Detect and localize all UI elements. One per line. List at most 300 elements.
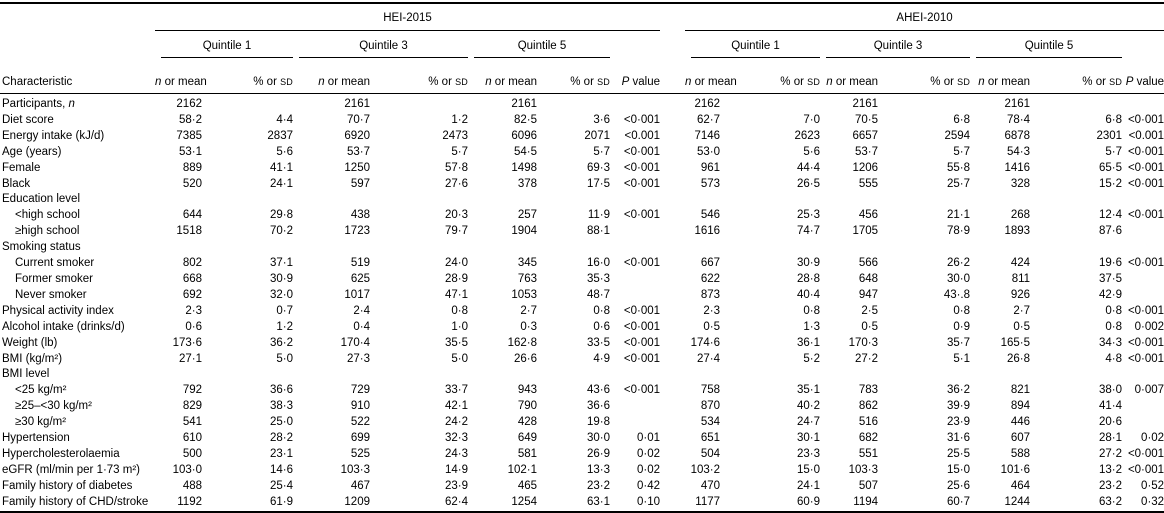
row-label: eGFR (ml/min per 1·73 m²) <box>2 463 141 476</box>
cell-value: 23·3 <box>797 447 821 460</box>
cell-value: 27·2 <box>855 352 879 365</box>
cell-value: 546 <box>700 209 721 222</box>
cell-value: 14·9 <box>444 463 468 476</box>
gap-cell <box>660 463 685 479</box>
cell-value <box>970 240 1030 256</box>
cell-value: 101·6 <box>1000 463 1031 476</box>
cell-value: 28·9 <box>444 272 468 285</box>
cell-value: 0·5 <box>703 320 721 333</box>
row-label: Physical activity index <box>2 304 114 317</box>
empty-cell <box>610 31 660 58</box>
empty-cell <box>0 31 155 58</box>
col-header-pct-or-sd: % or SD <box>537 58 610 94</box>
cell-value: 3·6 <box>593 113 610 126</box>
table-row <box>0 320 1164 336</box>
table-row <box>0 161 1164 177</box>
cell-value: 43·.8 <box>943 288 971 301</box>
cell-value: 1498 <box>511 161 537 174</box>
cell-value: 792 <box>182 384 202 397</box>
cell-value: 28·1 <box>1099 432 1123 445</box>
table-row <box>0 447 1164 463</box>
cell-value: 14·6 <box>269 463 293 476</box>
cell-value: 0·02 <box>637 463 661 476</box>
cell-value: <0·001 <box>623 145 661 158</box>
cell-value <box>293 192 370 208</box>
cell-value: 504 <box>700 447 721 460</box>
cell-value: 26·2 <box>947 257 971 270</box>
cell-value: 802 <box>182 257 202 270</box>
column-header-row <box>0 58 1164 94</box>
cell-value <box>610 272 660 288</box>
cell-value: 790 <box>517 400 537 413</box>
gap-cell <box>660 495 685 512</box>
cell-value: 2837 <box>267 129 293 142</box>
cell-value <box>720 94 820 113</box>
cell-value: 53·0 <box>697 145 721 158</box>
table-row <box>0 304 1164 320</box>
cell-value <box>610 240 660 256</box>
cell-value: 26·8 <box>1007 352 1031 365</box>
cell-value: 525 <box>350 447 370 460</box>
cell-value: 34·3 <box>1099 336 1123 349</box>
row-label: ≥30 kg/m² <box>15 416 67 429</box>
cell-value: 70·2 <box>269 225 293 238</box>
table-row <box>0 224 1164 240</box>
row-label: Hypercholesterolaemia <box>2 447 120 460</box>
cell-value: 54·3 <box>1007 145 1031 158</box>
row-label: Hypertension <box>2 432 70 445</box>
cell-value: 63·2 <box>1099 495 1123 508</box>
cell-value: 0·8 <box>1105 320 1123 333</box>
cell-value: 26·9 <box>586 447 610 460</box>
table-row <box>0 272 1164 288</box>
cell-value: 257 <box>517 209 537 222</box>
quintile-label: Quintile 1 <box>161 40 293 58</box>
cell-value: 63·1 <box>586 495 610 508</box>
cell-value: 2·5 <box>861 304 879 317</box>
cell-value: 24·1 <box>269 177 293 190</box>
table-body <box>0 94 1164 512</box>
cell-value: 7·0 <box>803 113 821 126</box>
cell-value: 6·8 <box>1105 113 1123 126</box>
cell-value: 522 <box>350 416 370 429</box>
cell-value: 15·2 <box>1099 177 1123 190</box>
cell-value <box>537 192 610 208</box>
cell-value: 48·7 <box>586 288 610 301</box>
cell-value: 35·7 <box>947 336 971 349</box>
gap-header <box>660 31 685 58</box>
quintile-header-hei-q3 <box>293 31 468 58</box>
cell-value: 70·7 <box>346 113 370 126</box>
cell-value: 268 <box>1010 209 1031 222</box>
cell-value: 0·8 <box>803 304 821 317</box>
gap-cell <box>660 320 685 336</box>
cell-value: 699 <box>350 432 370 445</box>
cell-value <box>878 240 970 256</box>
cell-value: 79·7 <box>444 225 468 238</box>
col-header-n-or-mean: n or mean <box>155 58 202 94</box>
cell-value: 682 <box>858 432 879 445</box>
cell-value: 40·4 <box>797 288 821 301</box>
cell-value <box>970 192 1030 208</box>
cell-value <box>202 240 293 256</box>
cell-value <box>1030 94 1122 113</box>
cell-value <box>202 192 293 208</box>
table-row <box>0 431 1164 447</box>
cell-value: 41·1 <box>269 161 293 174</box>
section-row <box>0 192 1164 208</box>
cell-value: 2·3 <box>185 304 202 317</box>
col-header-characteristic: Characteristic <box>0 58 155 94</box>
cell-value: 58·2 <box>178 113 202 126</box>
cell-value: 500 <box>182 447 202 460</box>
cell-value: <0·001 <box>1127 257 1164 270</box>
cell-value: 0·8 <box>593 304 610 317</box>
gap-cell <box>660 447 685 463</box>
gap-cell <box>660 431 685 447</box>
cell-value: 2473 <box>442 129 468 142</box>
cell-value: 943 <box>517 384 537 397</box>
row-label: <25 kg/m² <box>15 384 67 397</box>
cell-value: 25·0 <box>269 416 293 429</box>
cell-value: 6096 <box>511 129 537 142</box>
cell-value: 625 <box>350 272 370 285</box>
cell-value: 5·7 <box>1105 145 1123 158</box>
quintile-label: Quintile 3 <box>299 40 468 58</box>
cell-value: 0·01 <box>637 432 661 445</box>
cell-value: 0·8 <box>953 304 971 317</box>
cell-value: <0·001 <box>1127 161 1164 174</box>
cell-value: <0·001 <box>623 384 661 397</box>
cell-value: 551 <box>858 447 879 460</box>
cell-value <box>1122 272 1164 288</box>
cell-value: <0·001 <box>623 304 661 317</box>
cell-value <box>720 367 820 383</box>
empty-cell <box>1122 31 1164 58</box>
cell-value <box>1122 367 1164 383</box>
cell-value: 5·7 <box>953 145 971 158</box>
cell-value: 622 <box>700 272 721 285</box>
cell-value: 40·2 <box>797 400 821 413</box>
cell-value: 65·5 <box>1099 161 1123 174</box>
section-row <box>0 367 1164 383</box>
cell-value: <0·001 <box>1127 352 1164 365</box>
quintile-header-hei-q5 <box>468 31 610 58</box>
cell-value: 5·0 <box>451 352 468 365</box>
cell-value: 26·5 <box>797 177 821 190</box>
cell-value: 32·3 <box>444 432 468 445</box>
cell-value: 1705 <box>852 225 879 238</box>
cell-value: 82·5 <box>513 113 537 126</box>
cell-value: 33·7 <box>444 384 468 397</box>
cell-value <box>610 288 660 304</box>
cell-value <box>293 367 370 383</box>
cell-value: 27·4 <box>697 352 721 365</box>
cell-value: <0·001 <box>1127 113 1164 126</box>
gap-cell <box>660 129 685 145</box>
cell-value: 811 <box>1011 272 1031 285</box>
cell-value <box>1122 399 1164 415</box>
cell-value: <0·001 <box>623 161 661 174</box>
cell-value: 873 <box>700 288 721 301</box>
cell-value: 5·6 <box>276 145 293 158</box>
cell-value: 345 <box>517 257 537 270</box>
cell-value: 6920 <box>344 129 370 142</box>
cell-value: 53·7 <box>855 145 879 158</box>
cell-value: 1904 <box>511 225 537 238</box>
cell-value <box>1122 415 1164 431</box>
cell-value: 1518 <box>176 225 202 238</box>
cell-value: <0.001 <box>624 129 661 142</box>
cell-value: 926 <box>1010 288 1031 301</box>
group-header-row <box>0 3 1164 31</box>
cell-value: 174·6 <box>690 336 721 349</box>
cell-value: 555 <box>858 177 879 190</box>
cell-value: 2162 <box>176 98 202 110</box>
cell-value: 2161 <box>511 98 537 110</box>
table-row <box>0 479 1164 495</box>
cell-value: <0·001 <box>1127 177 1164 190</box>
cell-value: 13·2 <box>1099 463 1123 476</box>
cell-value: 470 <box>700 479 721 492</box>
gap-cell <box>660 352 685 368</box>
table-row <box>0 288 1164 304</box>
cell-value: 6657 <box>852 129 879 142</box>
cell-value: 11·9 <box>587 209 610 222</box>
gap-cell <box>660 367 685 383</box>
cell-value: 60·7 <box>947 495 971 508</box>
cell-value: 12·4 <box>1099 209 1123 222</box>
col-header-p-value: P value <box>1122 58 1164 94</box>
row-label: Energy intake (kJ/d) <box>2 129 105 142</box>
gap-cell <box>660 145 685 161</box>
col-header-n-or-mean: n or mean <box>293 58 370 94</box>
quintile-header-ahei-q5 <box>970 31 1122 58</box>
row-label: Former smoker <box>15 272 93 285</box>
cell-value: 783 <box>858 384 879 397</box>
col-header-pct-or-sd: % or SD <box>720 58 820 94</box>
gap-cell <box>660 208 685 224</box>
cell-value: 467 <box>350 479 370 492</box>
cell-value: 5·7 <box>451 145 468 158</box>
cell-value: 516 <box>858 416 879 429</box>
cell-value: 23·1 <box>269 447 293 460</box>
cell-value <box>370 367 468 383</box>
cell-value: 78·4 <box>1007 113 1031 126</box>
cell-value: 0·8 <box>451 304 468 317</box>
quintile-header-ahei-q3 <box>820 31 970 58</box>
table-row <box>0 208 1164 224</box>
col-header-n-or-mean: n or mean <box>468 58 537 94</box>
cell-value: 424 <box>1010 257 1031 270</box>
cell-value: 103·3 <box>340 463 370 476</box>
cell-value: 2162 <box>694 98 721 110</box>
cell-value: 519 <box>350 257 370 270</box>
cell-value: 541 <box>182 416 202 429</box>
cell-value: 438 <box>350 209 370 222</box>
gap-cell <box>660 288 685 304</box>
table-row <box>0 94 1164 113</box>
cell-value: 57·8 <box>444 161 468 174</box>
cell-value <box>468 192 537 208</box>
cell-value: 597 <box>350 177 370 190</box>
col-header-n-or-mean: n or mean <box>685 58 720 94</box>
cell-value <box>468 240 537 256</box>
cell-value: 30·9 <box>269 272 293 285</box>
section-label: BMI level <box>2 368 50 381</box>
row-label: Age (years) <box>2 145 62 158</box>
gap-cell <box>660 113 685 129</box>
cell-value <box>537 240 610 256</box>
cell-value: 13·3 <box>586 463 610 476</box>
cell-value: 1·2 <box>276 320 293 333</box>
cell-value: <0·001 <box>1127 209 1164 222</box>
cell-value: 2161 <box>344 98 370 110</box>
group-header-ahei2010 <box>685 3 1164 31</box>
cell-value: 446 <box>1010 416 1031 429</box>
cell-value <box>1122 240 1164 256</box>
cell-value: 15·0 <box>947 463 971 476</box>
col-header-p-value: P value <box>610 58 660 94</box>
cell-value: 566 <box>858 257 879 270</box>
quintile-header-hei-q1 <box>155 31 293 58</box>
cell-value: 894 <box>1010 400 1031 413</box>
cell-value: <0·001 <box>1127 304 1164 317</box>
cell-value <box>468 367 537 383</box>
row-label: BMI (kg/m²) <box>2 352 63 365</box>
cell-value: 0·52 <box>1141 479 1164 492</box>
cell-value: 520 <box>182 177 202 190</box>
cell-value: 1244 <box>1004 495 1031 508</box>
gap-cell <box>660 161 685 177</box>
cell-value: 170·4 <box>340 336 370 349</box>
cell-value: 29·8 <box>269 209 293 222</box>
cell-value: 507 <box>858 479 879 492</box>
cell-value: 0·5 <box>1013 320 1031 333</box>
gap-cell <box>660 336 685 352</box>
cell-value: 2161 <box>852 98 879 110</box>
row-label: <high school <box>15 209 80 222</box>
cell-value <box>155 367 202 383</box>
cell-value: 644 <box>182 209 202 222</box>
cell-value: 74·7 <box>797 225 821 238</box>
cell-value: 28·8 <box>797 272 821 285</box>
cell-value: 42·9 <box>1099 288 1123 301</box>
cell-value: 0·10 <box>637 495 661 508</box>
cell-value: 27·2 <box>1099 447 1123 460</box>
quintile-label: Quintile 5 <box>474 40 610 58</box>
cell-value: 25·7 <box>947 177 971 190</box>
section-label: Education level <box>2 193 80 206</box>
cell-value: 0·002 <box>1134 320 1164 333</box>
cell-value <box>1030 367 1122 383</box>
table-row <box>0 383 1164 399</box>
cell-value: 27·1 <box>178 352 202 365</box>
gap-cell <box>660 192 685 208</box>
cell-value: 53·1 <box>178 145 202 158</box>
cell-value <box>685 240 720 256</box>
cell-value <box>685 192 720 208</box>
gap-cell <box>660 224 685 240</box>
cell-value: 53·7 <box>346 145 370 158</box>
gap-cell <box>660 479 685 495</box>
cell-value <box>878 367 970 383</box>
cell-value: 23·9 <box>444 479 468 492</box>
cell-value: 328 <box>1010 177 1031 190</box>
cell-value: 534 <box>700 416 721 429</box>
cell-value: 1177 <box>695 495 721 508</box>
cell-value: 2·3 <box>703 304 721 317</box>
cell-value: <0·001 <box>623 209 661 222</box>
cell-value: 1017 <box>344 288 370 301</box>
cell-value: 910 <box>350 400 370 413</box>
col-header-pct-or-sd: % or SD <box>1030 58 1122 94</box>
quintile-label: Quintile 1 <box>691 40 820 58</box>
cell-value: 0·02 <box>637 447 661 460</box>
cell-value: 668 <box>182 272 202 285</box>
section-row <box>0 240 1164 256</box>
col-header-pct-or-sd: % or SD <box>878 58 970 94</box>
cell-value <box>1122 224 1164 240</box>
cell-value: 15·0 <box>797 463 821 476</box>
col-header-n-or-mean: n or mean <box>970 58 1030 94</box>
cell-value: 35·3 <box>586 272 610 285</box>
cell-value: 35·1 <box>797 384 821 397</box>
cell-value: 0·7 <box>276 304 293 317</box>
cell-value: 39·9 <box>947 400 971 413</box>
table-row <box>0 352 1164 368</box>
cell-value: 36·2 <box>269 336 293 349</box>
cell-value: 24·7 <box>797 416 821 429</box>
cell-value: 1194 <box>853 495 879 508</box>
cell-value <box>155 240 202 256</box>
table-row <box>0 495 1164 512</box>
cell-value: <0·001 <box>623 336 661 349</box>
cell-value: <0·001 <box>1127 447 1164 460</box>
cell-value <box>820 367 878 383</box>
cell-value: 24·0 <box>444 257 468 270</box>
cell-value: 20·6 <box>1099 416 1123 429</box>
cell-value <box>685 367 720 383</box>
cell-value <box>1122 288 1164 304</box>
cell-value <box>720 240 820 256</box>
gap-header <box>660 3 685 31</box>
cell-value: 5·0 <box>276 352 293 365</box>
cell-value <box>610 367 660 383</box>
cell-value: 1053 <box>511 288 537 301</box>
cell-value <box>610 94 660 113</box>
row-label: Weight (lb) <box>2 336 58 349</box>
cell-value <box>970 367 1030 383</box>
cell-value: 870 <box>700 400 721 413</box>
cell-value: 829 <box>182 400 202 413</box>
cell-value: 1·3 <box>803 320 821 333</box>
group-label-ahei2010: AHEI-2010 <box>896 12 953 24</box>
cell-value: 30·0 <box>947 272 971 285</box>
cell-value: 24·2 <box>444 416 468 429</box>
cell-value: 38·3 <box>269 400 293 413</box>
cell-value: 25·4 <box>269 479 293 492</box>
cell-value: 41·4 <box>1099 400 1123 413</box>
cell-value: 0·6 <box>593 320 610 333</box>
cell-value: 25·5 <box>947 447 971 460</box>
cell-value: 729 <box>350 384 370 397</box>
cell-value <box>537 367 610 383</box>
section-label: Smoking status <box>2 241 81 254</box>
table-row <box>0 256 1164 272</box>
table-row <box>0 145 1164 161</box>
quintile-header-row <box>0 31 1164 58</box>
